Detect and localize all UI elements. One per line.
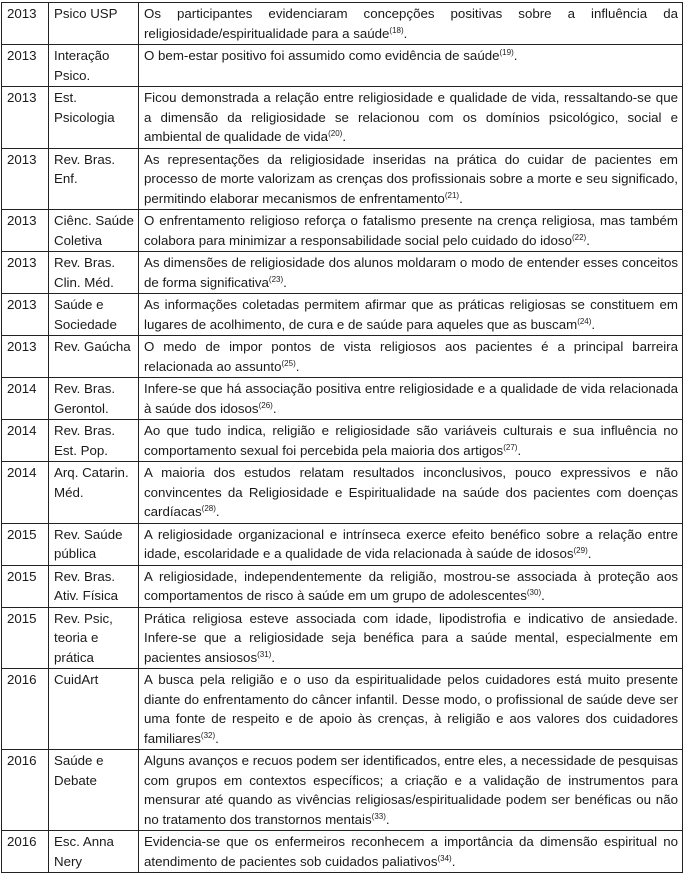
finding-cell — [139, 607, 683, 669]
finding-cell — [139, 45, 683, 87]
period: . — [215, 730, 219, 746]
finding-cell — [139, 252, 683, 294]
finding-text: A religiosidade, independentemente da religião, mostrou-se associada à proteção aos comportamentos de risco à saúde em um grupo de adolescentes — [144, 568, 678, 603]
journal-cell: Rev. Bras. Clin. Méd. — [49, 252, 139, 294]
period: . — [517, 442, 522, 458]
reference-number: (21) — [444, 190, 460, 200]
table-row — [2, 750, 683, 831]
period: . — [513, 48, 518, 63]
period: . — [459, 190, 463, 206]
period: . — [385, 811, 390, 827]
journal-cell: CuidArt — [49, 669, 139, 750]
table-row — [2, 420, 683, 462]
finding-text: Ficou demonstrada a relação entre religiosidade e qualidade de vida, ressaltando-se que a dimensão da religiosidade se relacionou com os domínios psicológico, social e ambiental de qualidade de vida — [144, 90, 678, 144]
reference-number: (24) — [577, 316, 592, 326]
finding-text: As dimensões de religiosidade dos alunos moldaram o modo de entender esses conceitos de forma significativa — [144, 255, 678, 290]
year-cell: 2016 — [2, 750, 49, 831]
year-cell: 2013 — [2, 148, 49, 210]
finding-text: A religiosidade organizacional e intrínseca exerce efeito benéfico sobre a relação entre idade, escolaridade e a qualidade de vida relacionada à saúde de idosos — [144, 526, 678, 561]
finding-cell — [139, 831, 683, 873]
period: . — [541, 588, 545, 603]
finding-cell — [139, 148, 683, 210]
reference-number: (33) — [371, 811, 386, 821]
reference-number: (18) — [389, 25, 404, 35]
year-cell: 2014 — [2, 378, 49, 420]
finding-cell — [139, 3, 683, 45]
finding-cell — [139, 378, 683, 420]
journal-cell: Arq. Catarin. Méd. — [49, 462, 139, 524]
reference-number: (19) — [499, 48, 514, 57]
finding-text: Evidencia-se que os enfermeiros reconhecem a importância da dimensão espiritual no atendimento de pacientes sob cuidados paliativos — [144, 834, 678, 869]
finding-text: A maioria dos estudos relatam resultados inconclusivos, pouco expressivos e não convincentes da Religiosidade e Espiritualidade na saúde dos pacientes com doenças cardíacas — [144, 465, 678, 519]
table-row — [2, 87, 683, 149]
table-row — [2, 669, 683, 750]
table-row — [2, 336, 683, 378]
reference-number: (34) — [437, 853, 452, 863]
journal-cell: Rev. Bras. Enf. — [49, 148, 139, 210]
table-row — [2, 378, 683, 420]
period: . — [295, 358, 300, 374]
finding-cell — [139, 669, 683, 750]
journal-cell: Saúde e Sociedade — [49, 294, 139, 336]
reference-number: (22) — [571, 232, 587, 242]
period: . — [451, 853, 456, 869]
year-cell: 2013 — [2, 294, 49, 336]
period: . — [586, 232, 590, 248]
finding-text: Os participantes evidenciaram concepções positivas sobre a influência da religiosidade/espiritualidade para a saúde — [144, 6, 678, 41]
studies-table-body — [2, 3, 683, 873]
table-row — [2, 294, 683, 336]
finding-cell — [139, 523, 683, 565]
finding-cell — [139, 336, 683, 378]
table-row — [2, 831, 683, 873]
year-cell: 2013 — [2, 336, 49, 378]
journal-cell: Ciênc. Saúde Coletiva — [49, 210, 139, 252]
journal-cell: Interação Psico. — [49, 45, 139, 87]
journal-cell: Rev. Bras. Est. Pop. — [49, 420, 139, 462]
reference-number: (20) — [328, 129, 343, 138]
journal-cell: Rev. Psic, teoria e prática — [49, 607, 139, 669]
finding-text: O enfrentamento religioso reforça o fatalismo presente na crença religiosa, mas também colabora para minimizar a responsabilidade social pelo cuidado do idoso — [144, 213, 678, 248]
year-cell: 2015 — [2, 565, 49, 607]
year-cell: 2014 — [2, 462, 49, 524]
year-cell: 2015 — [2, 523, 49, 565]
period: . — [591, 316, 596, 332]
period: . — [342, 129, 347, 144]
table-row — [2, 607, 683, 669]
finding-text: As informações coletadas permitem afirmar que as práticas religiosas se constituem em lugares de acolhimento, de cura e de saúde para aqueles que as buscam — [144, 297, 678, 332]
year-cell: 2016 — [2, 669, 49, 750]
year-cell: 2013 — [2, 252, 49, 294]
year-cell: 2015 — [2, 607, 49, 669]
journal-cell: Rev. Bras. Ativ. Física — [49, 565, 139, 607]
finding-text: Infere-se que há associação positiva entre religiosidade e a qualidade de vida relacionada à saúde dos idosos — [144, 381, 678, 416]
finding-cell — [139, 87, 683, 149]
reference-number: (23) — [268, 274, 284, 284]
finding-cell — [139, 565, 683, 607]
finding-cell — [139, 420, 683, 462]
finding-text: O medo de impor pontos de vista religiosos aos pacientes é a principal barreira relacionada ao assunto — [144, 339, 678, 374]
reference-number: (26) — [258, 400, 273, 410]
year-cell: 2014 — [2, 420, 49, 462]
reference-number: (30) — [526, 588, 542, 597]
journal-cell: Est. Psicologia — [49, 87, 139, 149]
journal-cell: Rev. Bras. Gerontol. — [49, 378, 139, 420]
period: . — [272, 400, 277, 416]
table-row — [2, 148, 683, 210]
journal-cell: Rev. Gaúcha — [49, 336, 139, 378]
journal-cell: Psico USP — [49, 3, 139, 45]
table-row — [2, 45, 683, 87]
period: . — [403, 25, 408, 41]
year-cell: 2013 — [2, 45, 49, 87]
finding-text: Alguns avanços e recuos podem ser identificados, entre eles, a necessidade de pesquisas com grupos em contextos específicos; a criação e a validação de instrumentos para mensurar até quando as vivências religiosas/espiritualidade podem ser benéficas ou não no tratamento dos transtornos mentais — [144, 753, 678, 827]
reference-number: (27) — [503, 442, 518, 452]
table-row — [2, 565, 683, 607]
table-row — [2, 210, 683, 252]
year-cell: 2016 — [2, 831, 49, 873]
table-row — [2, 252, 683, 294]
reference-number: (29) — [573, 546, 588, 555]
table-row — [2, 462, 683, 524]
finding-text: As representações da religiosidade inseridas na prática do cuidar de pacientes em processo de morte valorizam as crenças dos profissionais sobre a morte e seu significado, permitindo elaborar mecanismos de enfrentamento — [144, 151, 678, 206]
finding-cell — [139, 210, 683, 252]
period: . — [215, 504, 220, 519]
reference-number: (25) — [281, 358, 296, 368]
finding-cell — [139, 462, 683, 524]
period: . — [587, 546, 592, 561]
year-cell: 2013 — [2, 87, 49, 149]
studies-table — [1, 2, 683, 873]
year-cell: 2013 — [2, 3, 49, 45]
table-row — [2, 3, 683, 45]
period: . — [283, 274, 287, 290]
finding-text: A busca pela religião e o uso da espiritualidade pelos cuidadores está muito presente diante do enfrentamento do câncer infantil. Desse modo, o profissional de saúde deve ser uma fonte de respeito e de apoio às crenças, à religião e aos valores dos cuidadores familiares — [144, 672, 678, 746]
finding-text: Ao que tudo indica, religião e religiosidade são variáveis culturais e sua influência no comportamento sexual foi percebida pela maioria dos artigos — [144, 423, 678, 458]
reference-number: (28) — [201, 504, 216, 513]
reference-number: (31) — [257, 649, 272, 659]
reference-number: (32) — [200, 730, 216, 740]
finding-text: O bem-estar positivo foi assumido como evidência de saúde — [144, 48, 500, 63]
period: . — [271, 649, 276, 665]
finding-cell — [139, 750, 683, 831]
table-row — [2, 523, 683, 565]
year-cell: 2013 — [2, 210, 49, 252]
journal-cell: Rev. Saúde pública — [49, 523, 139, 565]
finding-text: Prática religiosa esteve associada com idade, lipodistrofia e indicativo de ansiedade. Infere-se que a religiosidade seja benéfica para a saúde mental, especialmente em pacientes ansiosos — [144, 610, 678, 665]
finding-cell — [139, 294, 683, 336]
journal-cell: Saúde e Debate — [49, 750, 139, 831]
journal-cell: Esc. Anna Nery — [49, 831, 139, 873]
